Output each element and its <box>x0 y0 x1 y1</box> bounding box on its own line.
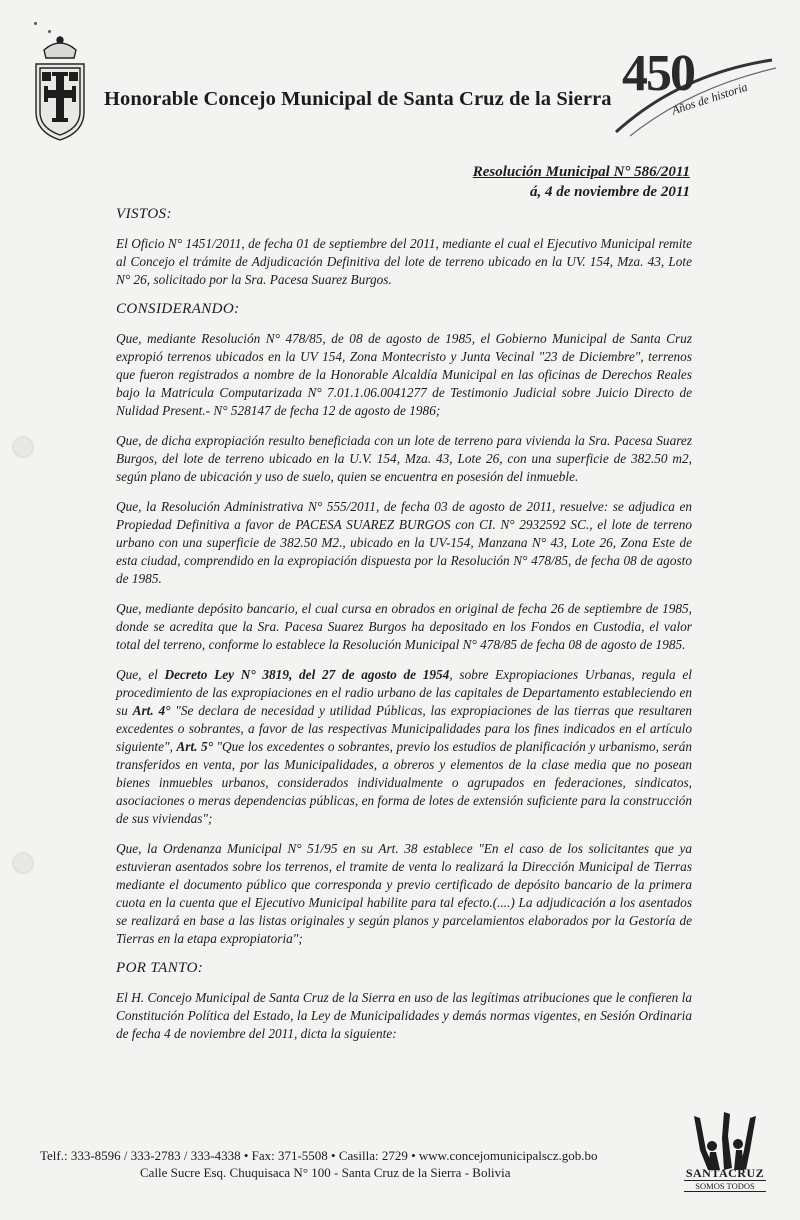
scan-mark <box>48 30 51 33</box>
vistos-heading: VISTOS: <box>116 206 172 222</box>
resolution-title: Resolución Municipal N° 586/2011 <box>472 164 690 180</box>
footer-contact: Telf.: 333-8596 / 333-2783 / 333-4338 • Fax: 371-5508 • Casilla: 2729 • www.concejomunicipalscz.gob.bo <box>40 1148 598 1163</box>
considerando-paragraph-2: Que, de dicha expropiación resulto beneficiada con un lote de terreno para vivienda la Sra. Pacesa Suarez Burgos, del lote de terreno ubicado en la U.V. 154, Mza. 43, Lote 26, con una superficie de 382.50 m2, según plano de ubicación y uso de suelo, quien se encuentra en posesión del inmueble. <box>116 433 692 484</box>
paragraph-text: , sobre Expropiaciones Urbanas, regula el procedimiento de las expropiaciones en el radio urbano de las capitales de Departamento estableciendo en su <box>116 667 692 718</box>
article-4-reference: Art. 4° <box>132 703 171 718</box>
por-tanto-paragraph: El H. Concejo Municipal de Santa Cruz de la Sierra en uso de las legítimas atribuciones que le confieren la Constitución Política del Estado, la Ley de Municipalidades y demás normas vigentes, en Sesión Ordinaria de fecha 4 de noviembre del 2011, dicta la siguiente: <box>116 990 692 1041</box>
santa-cruz-logo-name: SANTACRUZ <box>685 1166 765 1180</box>
footer-address: Calle Sucre Esq. Chuquisaca N° 100 - Santa Cruz de la Sierra - Bolivia <box>140 1165 511 1180</box>
considerando-paragraph-4: Que, mediante depósito bancario, el cual cursa en obrados en original de fecha 26 de septiembre de 1985, donde se acredita que la Sra. Pacesa Suarez Burgos ha depositado en los Fondos en Custodia, el valor total del terreno, conforme lo establece la Resolución Municipal N° 478/85 de fecha 08 de agosto de 1985. <box>116 601 692 652</box>
paragraph-text: "Que los excedentes o sobrantes, previo los estudios de planificación y urbanismo, serán transferidos en venta, por las Municipalidades, a obreros y elementos de la clase media que no posean bienes inmuebles urbanos, considerados individualmente o agrupados en federaciones, sindicatos, asociaciones o meras dependencias públicas, en forma de lotes de extensión suficiente para la construcción de sus viviendas"; <box>116 739 692 826</box>
document-body <box>116 206 692 1055</box>
punch-hole <box>12 436 34 458</box>
organization-name: Honorable Concejo Municipal de Santa Cruz de la Sierra <box>104 88 612 110</box>
por-tanto-heading: POR TANTO: <box>116 960 204 976</box>
considerando-heading: CONSIDERANDO: <box>116 301 240 317</box>
considerando-paragraph-1: Que, mediante Resolución N° 478/85, de 08 de agosto de 1985, el Gobierno Municipal de Santa Cruz expropió terrenos ubicados en la UV 154, Zona Montecristo y Junta Vecinal "23 de Diciembre", terrenos que fueron registrados a nombre de la Honorable Alcaldía Municipal en las oficinas de Derechos Reales bajo la Matricula Computarizada N° 7.01.1.06.0041277 de Testimonio Judicial sobre Juicio Directo de Nulidad Present.- N° 528147 de fecha 12 de agosto de 1986; <box>116 331 692 418</box>
considerando-paragraph-6: Que, la Ordenanza Municipal N° 51/95 en su Art. 38 establece "En el caso de los solicitantes que ya estuvieran asentados sobre los terrenos, el tramite de venta lo realizará la Dirección Municipal de Tierras mediante el documento público que corresponda y previo certificado de depósito bancario de la primera cuota en la cuenta que el Ejecutivo Municipal habilite para tal efecto.(....) La adjudicación a los asentados se realizará en base a las listas originales y según planos y parcelamientos elaborados por la Gestoría de Tierras en la etapa expropiatoria"; <box>116 841 692 946</box>
considerando-paragraph-3: Que, la Resolución Administrativa N° 555/2011, de fecha 03 de agosto de 2011, resuelve: se adjudica en Propiedad Definitiva a favor de PACESA SUAREZ BURGOS con CI. N° 2932592 SC., el lote de terreno urbano con una superficie de 382.50 M2., ubicado en la UV-154, Manzana N° 43, Lote 26, Zona Este de esta ciudad, comprendido en la expropiación dispuesta por la Resolución N° 478/85, de fecha 08 de agosto de 1985. <box>116 499 692 586</box>
coat-of-arms-icon <box>30 28 90 152</box>
resolution-date: á, 4 de noviembre de 2011 <box>530 184 690 200</box>
anniversary-logo <box>610 44 780 144</box>
scan-mark <box>34 22 37 25</box>
considerando-paragraph-5 <box>116 666 692 828</box>
decree-reference: Decreto Ley N° 3819, del 27 de agosto de 1954 <box>164 667 450 682</box>
santa-cruz-logo-tagline: SOMOS TODOS <box>684 1180 766 1192</box>
paragraph-text: Que, el <box>116 667 165 682</box>
article-5-reference: Art. 5° <box>176 739 213 754</box>
anniversary-text: Años de historia <box>670 79 750 118</box>
punch-hole <box>12 852 34 874</box>
vistos-paragraph: El Oficio N° 1451/2011, de fecha 01 de septiembre del 2011, mediante el cual el Ejecutivo Municipal remite al Concejo el trámite de Adjudicación Definitiva del lote de terreno ubicado en la UV. 154, Mza. 43, Lote N° 26, solicitado por la Sra. Pacesa Suarez Burgos. <box>116 236 692 287</box>
anniversary-number: 450 <box>622 45 694 102</box>
paragraph-text: "Se declara de necesidad y utilidad Públicas, las expropiaciones de las tierras que resultaren excedentes o sobrantes, a favor de las respectivas Municipalidades para los fines indicados en el artículo siguiente", <box>116 703 692 754</box>
